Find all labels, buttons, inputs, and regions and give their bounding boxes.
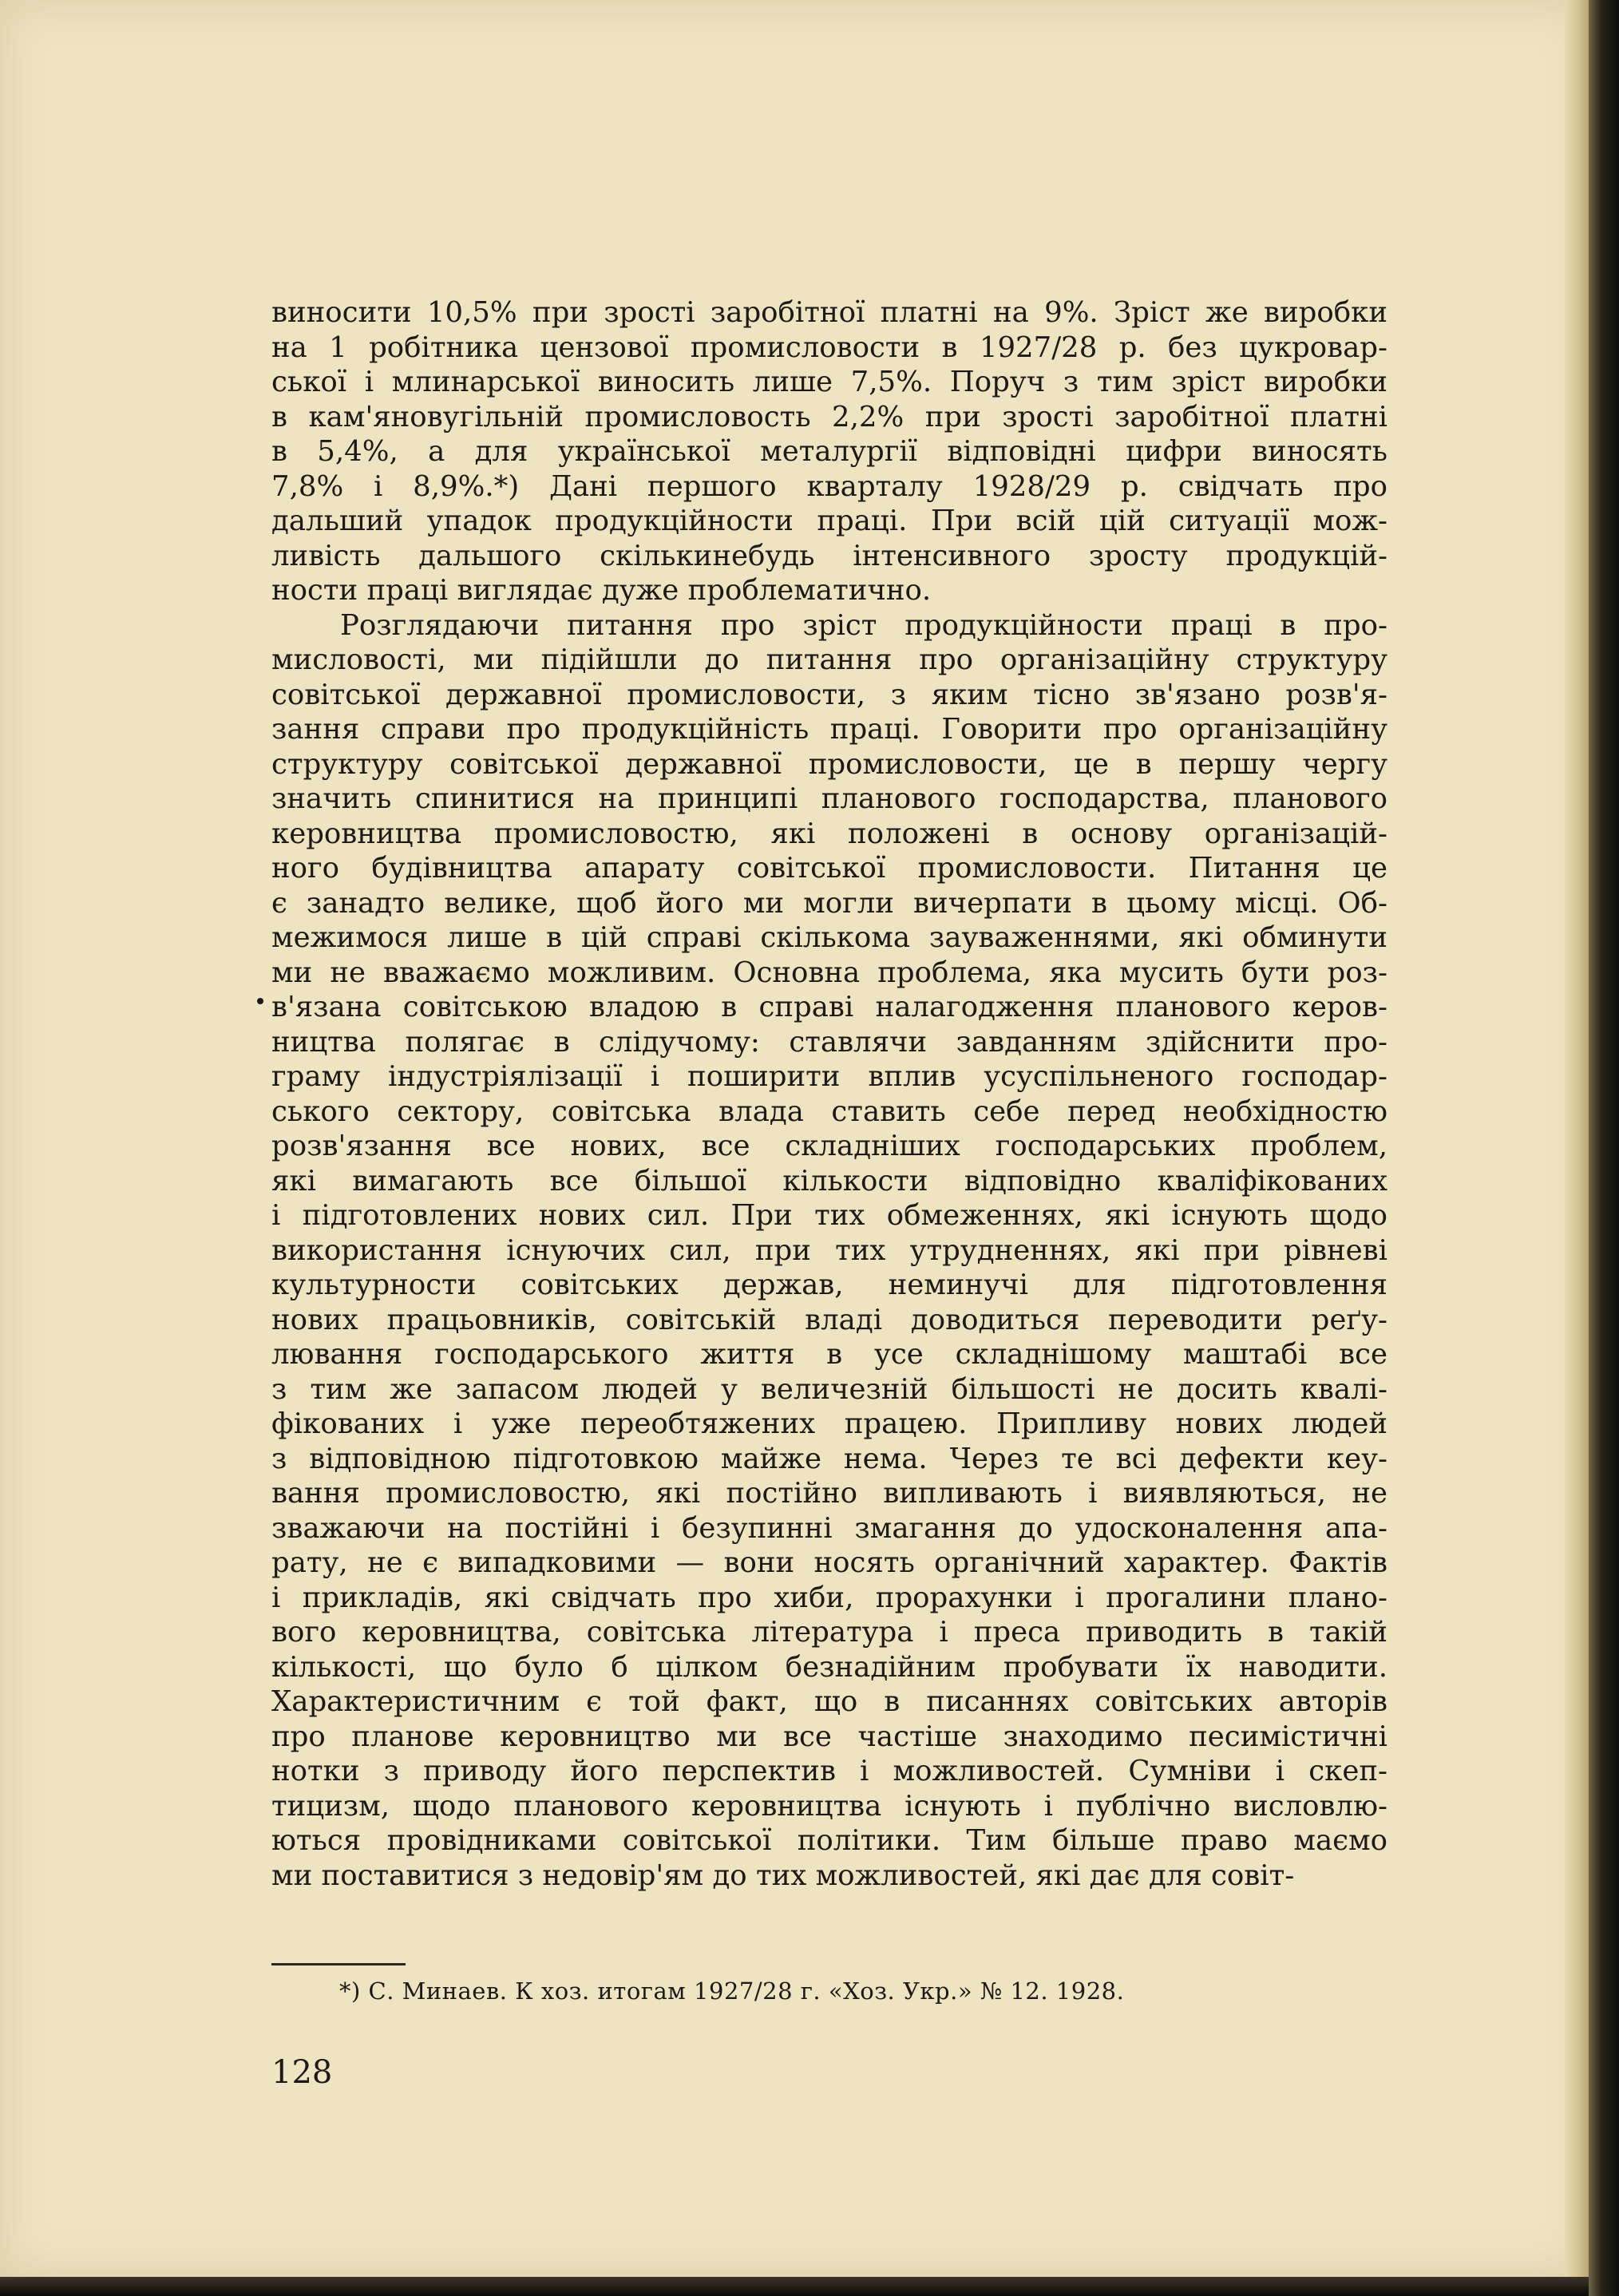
text-line: фікованих і уже переобтяжених працею. Припливу нових людей xyxy=(271,1407,1387,1440)
footnote-divider xyxy=(271,1963,406,1965)
text-line: межимося лише в цій справі скількома зауваженнями, які обминути xyxy=(271,921,1387,954)
text-line: дальший упадок продукційности праці. При всій цій ситуації мож- xyxy=(271,505,1387,537)
text-line: ються провідниками совітської політики. Тим більше право маємо xyxy=(271,1824,1387,1857)
footnote: *) С. Минаев. К хоз. итогам 1927/28 г. «Хоз. Укр.» № 12. 1928. xyxy=(339,1977,1125,2005)
text-line: тицизм, щодо планового керовництва існують і публічно висловлю- xyxy=(271,1789,1387,1823)
body-text xyxy=(271,295,1387,1893)
text-line: керовництва промисловостю, які положені в основу організацій- xyxy=(271,817,1387,850)
text-line: з відповідною підготовкою майже нема. Через те всі дефекти кеу- xyxy=(271,1442,1387,1475)
text-line: є занадто велике, щоб його ми могли вичерпати в цьому місці. Об- xyxy=(271,886,1387,920)
text-line: нових працьовників, совітській владі доводиться переводити реґу- xyxy=(271,1303,1387,1336)
text-line: ництва полягає в слідучому: ставлячи завданням здійснити про- xyxy=(271,1025,1387,1059)
text-line: граму індустріялізації і поширити вплив усуспільненого господар- xyxy=(271,1060,1387,1093)
text-line: нотки з приводу його перспектив і можливостей. Сумніви і скеп- xyxy=(271,1755,1387,1787)
text-line: вання промисловостю, які постійно випливають і виявляються, не xyxy=(271,1477,1387,1510)
text-line: Розглядаючи питання про зріст продукційности праці в про- xyxy=(340,608,1387,642)
page-number: 128 xyxy=(271,2054,333,2091)
text-line: про планове керовництво ми все частіше знаходимо песимістичні xyxy=(271,1720,1387,1753)
text-line: використання існуючих сил, при тих утрудненнях, які при рівневі xyxy=(271,1233,1387,1267)
text-line: мисловості, ми підійшли до питання про організаційну структуру xyxy=(271,643,1387,676)
text-line: в 5,4%, а для української металургії відповідні цифри виносять xyxy=(271,435,1387,468)
text-line: ми поставитися з недовір'ям до тих можливостей, які дає для совіт- xyxy=(271,1859,1295,1892)
text-line: ности праці виглядає дуже проблематично. xyxy=(271,574,932,607)
text-line: структуру совітської державної промисловости, це в першу чергу xyxy=(271,747,1387,781)
text-line: совітської державної промисловости, з яким тісно зв'язано розв'я- xyxy=(271,678,1387,711)
text-line: 7,8% і 8,9%.*) Дані першого кварталу 1928/29 р. свідчать про xyxy=(271,469,1387,503)
text-line: в кам'яновугільній промисловость 2,2% при зрості заробітної платні xyxy=(271,400,1387,433)
paragraph-2 xyxy=(271,608,1387,1894)
page-edge xyxy=(1565,0,1589,2277)
text-line: ми не вважаємо можливим. Основна проблема, яка мусить бути роз- xyxy=(271,956,1387,989)
margin-mark xyxy=(257,998,263,1004)
text-line: ської і млинарської виносить лише 7,5%. Поруч з тим зріст виробки xyxy=(271,366,1387,398)
scan-bottom-shadow xyxy=(0,2277,1589,2296)
text-line: Характеристичним є той факт, що в писаннях совітських авторів xyxy=(271,1685,1387,1718)
paragraph-1 xyxy=(271,295,1387,608)
text-line: з тим же запасом людей у величезній більшості не досить квалі- xyxy=(271,1372,1387,1406)
text-line: на 1 робітника цензової промисловости в 1927/28 р. без цукровар- xyxy=(271,331,1387,364)
text-line: виносити 10,5% при зрості заробітної платні на 9%. Зріст же виробки xyxy=(271,296,1387,329)
text-line: зважаючи на постійні і безупинні змагання до удосконалення апа- xyxy=(271,1511,1387,1545)
text-line: і підготовлених нових сил. При тих обмеженнях, які існують щодо xyxy=(271,1199,1387,1232)
text-line: в'язана совітською владою в справі налагодження планового керов- xyxy=(271,991,1387,1023)
text-line: які вимагають все більшої кількости відповідно кваліфікованих xyxy=(271,1164,1387,1197)
text-line: зання справи про продукційність праці. Говорити про організаційну xyxy=(271,713,1387,746)
text-line: і прикладів, які свідчать про хиби, прорахунки і прогалини плано- xyxy=(271,1581,1387,1614)
text-line: культурности совітських держав, неминучі для підготовлення xyxy=(271,1269,1387,1301)
text-line: рату, не є випадковими — вони носять органічний характер. Фактів xyxy=(271,1546,1387,1579)
text-line: розв'язання все нових, все складніших господарських проблем, xyxy=(271,1130,1387,1162)
text-line: ливість дальшого скількинебудь інтенсивного зросту продукцій- xyxy=(271,539,1387,572)
text-line: значить спинитися на принципі планового господарства, планового xyxy=(271,782,1387,815)
text-line: вого керовництва, совітська література і преса приводить в такій xyxy=(271,1616,1387,1649)
text-line: ного будівництва апарату совітської промисловости. Питання це xyxy=(271,852,1387,885)
text-line: лювання господарського життя в усе складнішому маштабі все xyxy=(271,1338,1387,1371)
text-line: кількості, що було б цілком безнадійним пробувати їх наводити. xyxy=(271,1650,1387,1684)
text-line: ського сектору, совітська влада ставить себе перед необхідностю xyxy=(271,1095,1387,1128)
scan-edge-shadow xyxy=(1589,0,1619,2296)
